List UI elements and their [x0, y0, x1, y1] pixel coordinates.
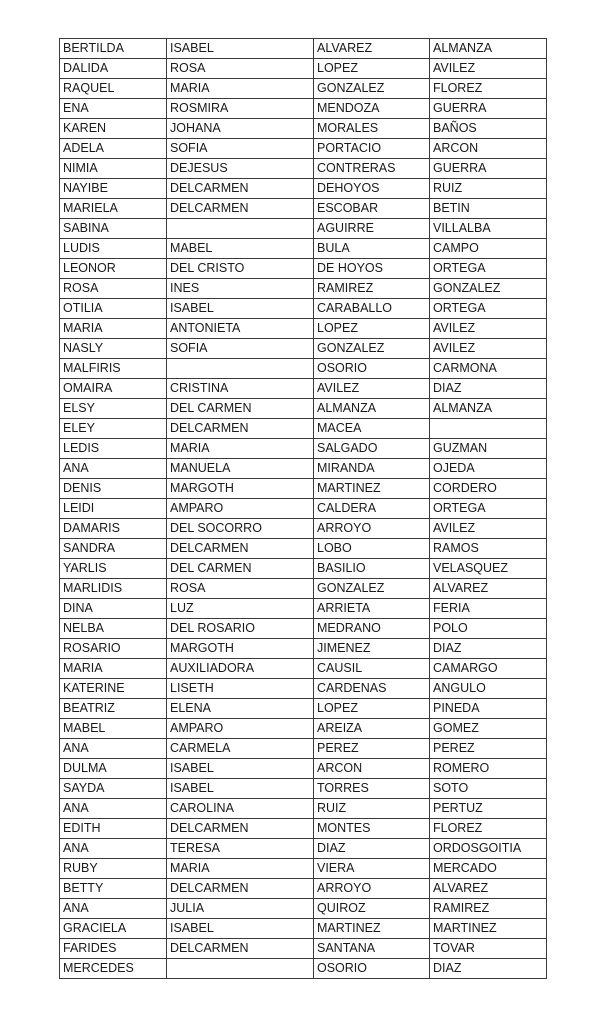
table-row [60, 419, 547, 439]
names-table-body [60, 39, 547, 979]
second-surname-cell: AVILEZ [430, 59, 547, 79]
first-name-cell: ADELA [60, 139, 167, 159]
second-surname-cell: GUERRA [430, 159, 547, 179]
table-row [60, 299, 547, 319]
middle-name-cell: DELCARMEN [167, 419, 314, 439]
first-name-cell: NAYIBE [60, 179, 167, 199]
first-name-cell: BETTY [60, 879, 167, 899]
first-name-cell: LEONOR [60, 259, 167, 279]
table-row [60, 439, 547, 459]
middle-name-cell: MARIA [167, 439, 314, 459]
middle-name-cell: MANUELA [167, 459, 314, 479]
first-name-cell: KAREN [60, 119, 167, 139]
second-surname-cell: RAMOS [430, 539, 547, 559]
first-name-cell: ANA [60, 839, 167, 859]
second-surname-cell: ALVAREZ [430, 879, 547, 899]
middle-name-cell: JULIA [167, 899, 314, 919]
second-surname-cell: ANGULO [430, 679, 547, 699]
first-name-cell: LEDIS [60, 439, 167, 459]
second-surname-cell: TOVAR [430, 939, 547, 959]
table-row [60, 519, 547, 539]
first-surname-cell: CONTRERAS [314, 159, 430, 179]
first-name-cell: DULMA [60, 759, 167, 779]
middle-name-cell [167, 959, 314, 979]
first-surname-cell: ARROYO [314, 879, 430, 899]
middle-name-cell: MARGOTH [167, 479, 314, 499]
table-row [60, 199, 547, 219]
first-name-cell: ANA [60, 459, 167, 479]
first-surname-cell: BASILIO [314, 559, 430, 579]
first-name-cell: ELEY [60, 419, 167, 439]
first-surname-cell: RUIZ [314, 799, 430, 819]
middle-name-cell: MARGOTH [167, 639, 314, 659]
first-name-cell: ANA [60, 739, 167, 759]
first-name-cell: SABINA [60, 219, 167, 239]
first-surname-cell: ARROYO [314, 519, 430, 539]
first-name-cell: ROSARIO [60, 639, 167, 659]
second-surname-cell: MARTINEZ [430, 919, 547, 939]
first-surname-cell: OSORIO [314, 359, 430, 379]
second-surname-cell: MERCADO [430, 859, 547, 879]
middle-name-cell: MARIA [167, 859, 314, 879]
first-name-cell: ANA [60, 799, 167, 819]
first-name-cell: DALIDA [60, 59, 167, 79]
middle-name-cell: DELCARMEN [167, 819, 314, 839]
second-surname-cell: ARCON [430, 139, 547, 159]
second-surname-cell: RUIZ [430, 179, 547, 199]
first-surname-cell: PEREZ [314, 739, 430, 759]
table-row [60, 899, 547, 919]
middle-name-cell: SOFIA [167, 139, 314, 159]
second-surname-cell: DIAZ [430, 379, 547, 399]
first-surname-cell: LOPEZ [314, 59, 430, 79]
first-name-cell: ROSA [60, 279, 167, 299]
first-name-cell: MARIA [60, 659, 167, 679]
first-name-cell: KATERINE [60, 679, 167, 699]
first-surname-cell: QUIROZ [314, 899, 430, 919]
first-name-cell: MABEL [60, 719, 167, 739]
second-surname-cell: AVILEZ [430, 339, 547, 359]
middle-name-cell: ELENA [167, 699, 314, 719]
middle-name-cell: MARIA [167, 79, 314, 99]
second-surname-cell: DIAZ [430, 959, 547, 979]
first-name-cell: YARLIS [60, 559, 167, 579]
middle-name-cell: CAROLINA [167, 799, 314, 819]
first-surname-cell: AVILEZ [314, 379, 430, 399]
table-row [60, 319, 547, 339]
table-row [60, 839, 547, 859]
second-surname-cell: ALMANZA [430, 39, 547, 59]
first-surname-cell: ARRIETA [314, 599, 430, 619]
first-surname-cell: MORALES [314, 119, 430, 139]
table-row [60, 859, 547, 879]
second-surname-cell: CORDERO [430, 479, 547, 499]
first-name-cell: RAQUEL [60, 79, 167, 99]
second-surname-cell: DIAZ [430, 639, 547, 659]
first-surname-cell: CARABALLO [314, 299, 430, 319]
first-surname-cell: PORTACIO [314, 139, 430, 159]
first-name-cell: NELBA [60, 619, 167, 639]
first-name-cell: ENA [60, 99, 167, 119]
table-row [60, 259, 547, 279]
middle-name-cell: AMPARO [167, 719, 314, 739]
second-surname-cell: GOMEZ [430, 719, 547, 739]
table-row [60, 279, 547, 299]
first-name-cell: DENIS [60, 479, 167, 499]
first-name-cell: BEATRIZ [60, 699, 167, 719]
first-name-cell: MARIA [60, 319, 167, 339]
table-row [60, 39, 547, 59]
second-surname-cell: ORTEGA [430, 299, 547, 319]
first-surname-cell: DE HOYOS [314, 259, 430, 279]
first-name-cell: MARIELA [60, 199, 167, 219]
middle-name-cell: LISETH [167, 679, 314, 699]
first-name-cell: GRACIELA [60, 919, 167, 939]
first-surname-cell: CALDERA [314, 499, 430, 519]
table-row [60, 379, 547, 399]
first-surname-cell: ALMANZA [314, 399, 430, 419]
table-row [60, 739, 547, 759]
middle-name-cell: ROSMIRA [167, 99, 314, 119]
first-name-cell: MERCEDES [60, 959, 167, 979]
second-surname-cell: PERTUZ [430, 799, 547, 819]
table-row [60, 239, 547, 259]
second-surname-cell: ORDOSGOITIA [430, 839, 547, 859]
middle-name-cell: ANTONIETA [167, 319, 314, 339]
table-row [60, 339, 547, 359]
table-row [60, 799, 547, 819]
table-row [60, 399, 547, 419]
middle-name-cell: ROSA [167, 579, 314, 599]
table-row [60, 579, 547, 599]
second-surname-cell: ALVAREZ [430, 579, 547, 599]
first-surname-cell: CAUSIL [314, 659, 430, 679]
first-name-cell: FARIDES [60, 939, 167, 959]
middle-name-cell: ISABEL [167, 779, 314, 799]
middle-name-cell [167, 359, 314, 379]
first-surname-cell: ALVAREZ [314, 39, 430, 59]
table-row [60, 659, 547, 679]
first-name-cell: LUDIS [60, 239, 167, 259]
table-row [60, 959, 547, 979]
first-surname-cell: LOPEZ [314, 319, 430, 339]
table-row [60, 59, 547, 79]
second-surname-cell: GUZMAN [430, 439, 547, 459]
first-name-cell: SANDRA [60, 539, 167, 559]
second-surname-cell: ALMANZA [430, 399, 547, 419]
first-surname-cell: OSORIO [314, 959, 430, 979]
first-surname-cell: MARTINEZ [314, 479, 430, 499]
second-surname-cell: PINEDA [430, 699, 547, 719]
second-surname-cell: ROMERO [430, 759, 547, 779]
second-surname-cell: BAÑOS [430, 119, 547, 139]
middle-name-cell: DEL CARMEN [167, 399, 314, 419]
first-surname-cell: MACEA [314, 419, 430, 439]
middle-name-cell: ISABEL [167, 39, 314, 59]
second-surname-cell: PEREZ [430, 739, 547, 759]
middle-name-cell: TERESA [167, 839, 314, 859]
middle-name-cell: DELCARMEN [167, 939, 314, 959]
middle-name-cell: LUZ [167, 599, 314, 619]
second-surname-cell: GUERRA [430, 99, 547, 119]
first-surname-cell: DIAZ [314, 839, 430, 859]
second-surname-cell: OJEDA [430, 459, 547, 479]
middle-name-cell: MABEL [167, 239, 314, 259]
middle-name-cell: DELCARMEN [167, 179, 314, 199]
second-surname-cell: FLOREZ [430, 79, 547, 99]
middle-name-cell: ISABEL [167, 919, 314, 939]
table-row [60, 139, 547, 159]
middle-name-cell: ISABEL [167, 299, 314, 319]
second-surname-cell: ORTEGA [430, 259, 547, 279]
table-row [60, 79, 547, 99]
middle-name-cell: DELCARMEN [167, 539, 314, 559]
table-row [60, 159, 547, 179]
table-row [60, 219, 547, 239]
second-surname-cell: AVILEZ [430, 519, 547, 539]
second-surname-cell: GONZALEZ [430, 279, 547, 299]
second-surname-cell: CAMARGO [430, 659, 547, 679]
table-row [60, 779, 547, 799]
first-name-cell: OTILIA [60, 299, 167, 319]
middle-name-cell: CRISTINA [167, 379, 314, 399]
second-surname-cell: CAMPO [430, 239, 547, 259]
first-surname-cell: MENDOZA [314, 99, 430, 119]
middle-name-cell: DEL ROSARIO [167, 619, 314, 639]
middle-name-cell: CARMELA [167, 739, 314, 759]
table-row [60, 699, 547, 719]
first-surname-cell: AREIZA [314, 719, 430, 739]
first-name-cell: LEIDI [60, 499, 167, 519]
second-surname-cell: FLOREZ [430, 819, 547, 839]
middle-name-cell: INES [167, 279, 314, 299]
first-surname-cell: MARTINEZ [314, 919, 430, 939]
first-surname-cell: MEDRANO [314, 619, 430, 639]
first-surname-cell: SANTANA [314, 939, 430, 959]
middle-name-cell: JOHANA [167, 119, 314, 139]
second-surname-cell: VELASQUEZ [430, 559, 547, 579]
first-surname-cell: LOPEZ [314, 699, 430, 719]
table-row [60, 639, 547, 659]
table-row [60, 499, 547, 519]
middle-name-cell: DEL CARMEN [167, 559, 314, 579]
first-surname-cell: ARCON [314, 759, 430, 779]
first-surname-cell: GONZALEZ [314, 339, 430, 359]
middle-name-cell: SOFIA [167, 339, 314, 359]
first-surname-cell: GONZALEZ [314, 79, 430, 99]
table-row [60, 619, 547, 639]
first-name-cell: MALFIRIS [60, 359, 167, 379]
table-row [60, 719, 547, 739]
first-surname-cell: DEHOYOS [314, 179, 430, 199]
second-surname-cell: POLO [430, 619, 547, 639]
first-surname-cell: SALGADO [314, 439, 430, 459]
first-name-cell: EDITH [60, 819, 167, 839]
middle-name-cell: AMPARO [167, 499, 314, 519]
middle-name-cell: ROSA [167, 59, 314, 79]
first-name-cell: NASLY [60, 339, 167, 359]
first-name-cell: OMAIRA [60, 379, 167, 399]
first-name-cell: ELSY [60, 399, 167, 419]
first-name-cell: RUBY [60, 859, 167, 879]
first-surname-cell: VIERA [314, 859, 430, 879]
first-surname-cell: BULA [314, 239, 430, 259]
first-name-cell: MARLIDIS [60, 579, 167, 599]
first-surname-cell: RAMIREZ [314, 279, 430, 299]
first-name-cell: DINA [60, 599, 167, 619]
second-surname-cell: BETIN [430, 199, 547, 219]
first-surname-cell: GONZALEZ [314, 579, 430, 599]
table-row [60, 539, 547, 559]
table-row [60, 179, 547, 199]
middle-name-cell [167, 219, 314, 239]
first-name-cell: BERTILDA [60, 39, 167, 59]
table-row [60, 679, 547, 699]
table-row [60, 599, 547, 619]
second-surname-cell: VILLALBA [430, 219, 547, 239]
first-surname-cell: CARDENAS [314, 679, 430, 699]
middle-name-cell: DELCARMEN [167, 879, 314, 899]
table-row [60, 99, 547, 119]
table-row [60, 479, 547, 499]
first-surname-cell: MONTES [314, 819, 430, 839]
first-name-cell: DAMARIS [60, 519, 167, 539]
middle-name-cell: AUXILIADORA [167, 659, 314, 679]
second-surname-cell: SOTO [430, 779, 547, 799]
first-surname-cell: ESCOBAR [314, 199, 430, 219]
table-row [60, 919, 547, 939]
second-surname-cell: CARMONA [430, 359, 547, 379]
table-row [60, 359, 547, 379]
first-surname-cell: AGUIRRE [314, 219, 430, 239]
table-row [60, 819, 547, 839]
second-surname-cell [430, 419, 547, 439]
first-name-cell: ANA [60, 899, 167, 919]
second-surname-cell: RAMIREZ [430, 899, 547, 919]
middle-name-cell: DELCARMEN [167, 199, 314, 219]
middle-name-cell: DEL CRISTO [167, 259, 314, 279]
first-name-cell: SAYDA [60, 779, 167, 799]
middle-name-cell: DEJESUS [167, 159, 314, 179]
first-surname-cell: LOBO [314, 539, 430, 559]
table-row [60, 879, 547, 899]
names-table [59, 38, 547, 979]
table-row [60, 939, 547, 959]
table-row [60, 559, 547, 579]
table-row [60, 119, 547, 139]
first-surname-cell: TORRES [314, 779, 430, 799]
table-row [60, 459, 547, 479]
first-name-cell: NIMIA [60, 159, 167, 179]
middle-name-cell: ISABEL [167, 759, 314, 779]
first-surname-cell: MIRANDA [314, 459, 430, 479]
second-surname-cell: FERIA [430, 599, 547, 619]
first-surname-cell: JIMENEZ [314, 639, 430, 659]
table-row [60, 759, 547, 779]
middle-name-cell: DEL SOCORRO [167, 519, 314, 539]
second-surname-cell: AVILEZ [430, 319, 547, 339]
second-surname-cell: ORTEGA [430, 499, 547, 519]
